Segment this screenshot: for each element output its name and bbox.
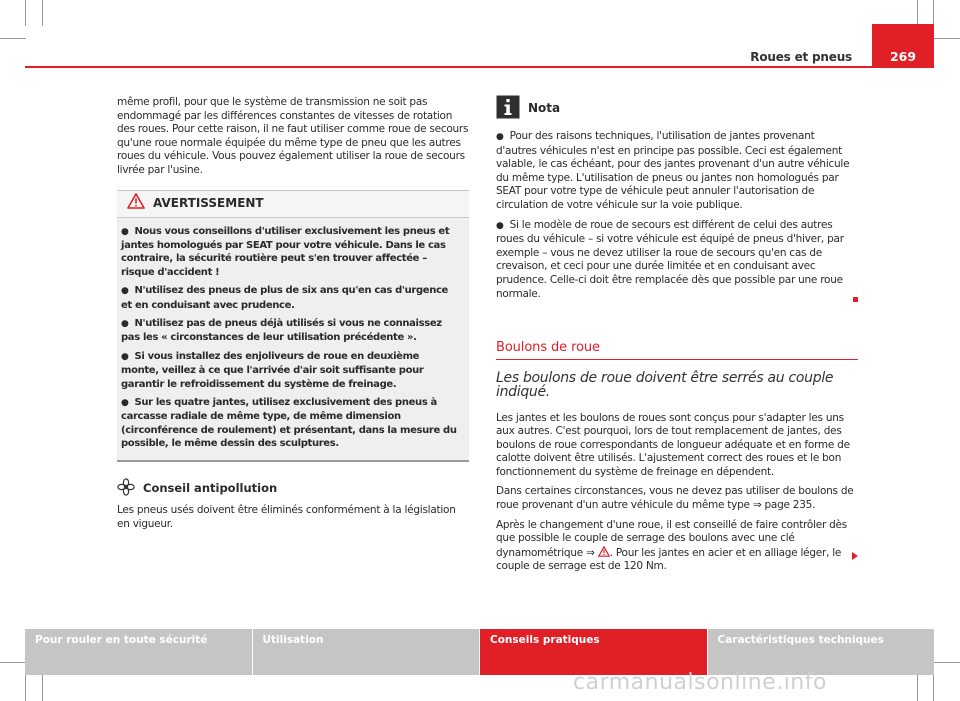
right-column — [496, 96, 858, 580]
page-number-box — [872, 24, 934, 66]
footer-tab-utilisation[interactable]: Utilisation — [253, 629, 480, 675]
bullet-icon: ● — [121, 351, 129, 362]
warning-item: ● Si vous installez des enjoliveurs de roue en deuxième monte, veillez à ce que l'arrivée d'air soit suffisante pour garantir le refroidissement du système de freinage. — [121, 350, 424, 390]
crop-mark — [42, 0, 43, 26]
body-paragraph: Dans certaines circonstances, vous ne devez pas utiliser de boulons de roue provenant d'un autre véhicule du même type ⇒ page 235. — [496, 485, 854, 512]
warning-header — [117, 191, 469, 218]
header-rule — [25, 66, 934, 68]
left-column — [117, 96, 469, 537]
crop-mark — [933, 0, 934, 26]
eco-tip-header — [117, 478, 469, 501]
crop-mark — [25, 0, 26, 26]
body-paragraph: Après le changement d'une roue, il est conseillé de faire contrôler dès que possible le couple de serrage des boulons avec une clé dynamométrique ⇒ . Pour les jantes en acier et en alliage léger, le couple de serrage est de 120 Nm. — [496, 519, 858, 574]
continue-arrow-icon — [852, 550, 858, 564]
crop-mark — [0, 38, 26, 39]
bullet-icon: ● — [496, 132, 504, 142]
warning-list — [117, 218, 469, 460]
bullet-icon: ● — [121, 286, 129, 297]
warning-box — [117, 190, 469, 462]
bullet-icon: ● — [121, 398, 129, 409]
crop-mark — [933, 675, 934, 701]
warning-item: ● Sur les quatre jantes, utilisez exclusivement des pneus à carcasse radiale de même type, de même dimension (circonférence de roulement) et présentant, dans la mesure du possible, le même dessin des sculptures. — [121, 397, 457, 450]
warning-title: AVERTISSEMENT — [153, 195, 264, 210]
flower-icon — [117, 478, 135, 501]
page-number: 269 — [889, 49, 917, 64]
warning-item: ● Nous vous conseillons d'utiliser exclusivement les pneus et jantes homologués par SEAT pour votre véhicule. Dans le cas contraire, la sécurité routière peut s'en trouver affectée – risque d'accident ! — [121, 225, 450, 278]
end-of-section — [496, 293, 858, 307]
bullet-icon: ● — [121, 226, 129, 237]
running-header-title: Roues et pneus — [750, 50, 852, 64]
eco-tip — [117, 478, 469, 532]
body-paragraph: Les jantes et les boulons de roues sont conçus pour s'adapter les uns aux autres. C'est pourquoi, lors de tout remplacement de jantes, des boulons de roue correspondants de longueur adéquate et en forme de calotte doivent être utilisés. L'ajustement correct des roues et le bon fonctionnement du système de freinage en dépendent. — [496, 411, 850, 478]
bullet-icon: ● — [496, 220, 504, 231]
crop-mark — [917, 675, 918, 701]
note-header — [496, 96, 858, 122]
crop-mark — [0, 662, 26, 663]
crop-mark — [917, 0, 918, 26]
watermark: carmanualsonline.info — [573, 670, 827, 695]
info-icon — [496, 95, 520, 124]
intro-paragraph: même profil, pour que le système de transmission ne soit pas endommagé par les différences constantes de vitesses de rotation des roues. Pour cette raison, il ne faut utiliser comme roue de secours qu'une roue normale équipée du même type de pneu que les autres roues du véhicule. Vous pouvez également utiliser la roue de secours livrée par l'usine. — [117, 96, 469, 176]
footer-tab-securite[interactable]: Pour rouler en toute sécurité — [25, 629, 252, 675]
note-item: ● Pour des raisons techniques, l'utilisation de jantes provenant d'autres véhicules n'est en principe pas possible. Ceci est également valable, le cas échéant, pour des jantes provenant d'un autre véhicule du même type. L'utilisation de pneus ou jantes non homologués par SEAT pour votre type de véhicule peut annuler l'autorisation de circulation de votre véhicule sur la voie publique. — [496, 130, 850, 211]
crop-mark — [25, 675, 26, 701]
end-square-icon — [853, 297, 858, 302]
eco-tip-text: Les pneus usés doivent être éliminés conformément à la législation en vigueur. — [117, 504, 456, 530]
note-item: ● Si le modèle de roue de secours est différent de celui des autres roues du véhicule – si votre véhicule est équipé de pneus d'hiver, par exemple – vous ne devez utiliser la roue de secours qu'en cas de crevaison, et ceci pour une durée limitée et en conduisant avec prudence. Celle-ci doit être remplacée dès que possible par une roue normale. — [496, 218, 844, 300]
eco-tip-title: Conseil antipollution — [143, 481, 278, 496]
section-subtitle: Les boulons de roue doivent être serrés au couple indiqué. — [496, 370, 834, 400]
bullet-icon: ● — [121, 319, 129, 329]
warning-item: ● N'utilisez des pneus de plus de six ans qu'en cas d'urgence et en conduisant avec prudence. — [121, 285, 448, 311]
crop-mark — [42, 675, 43, 701]
warning-triangle-icon — [127, 193, 145, 214]
footer-tab-conseils[interactable]: Conseils pratiques — [480, 629, 707, 675]
footer-nav — [25, 629, 934, 675]
footer-tab-caracteristiques[interactable]: Caractéristiques techniques — [708, 629, 935, 675]
section-heading: Boulons de roue — [496, 341, 858, 361]
crop-mark — [934, 38, 960, 39]
crop-mark — [934, 662, 960, 663]
warning-reference-icon — [598, 547, 610, 559]
warning-item: ● N'utilisez pas de pneus déjà utilisés si vous ne connaissez pas les « circonstances de leur utilisation précédente ». — [121, 318, 442, 344]
note-title: Nota — [528, 101, 561, 116]
